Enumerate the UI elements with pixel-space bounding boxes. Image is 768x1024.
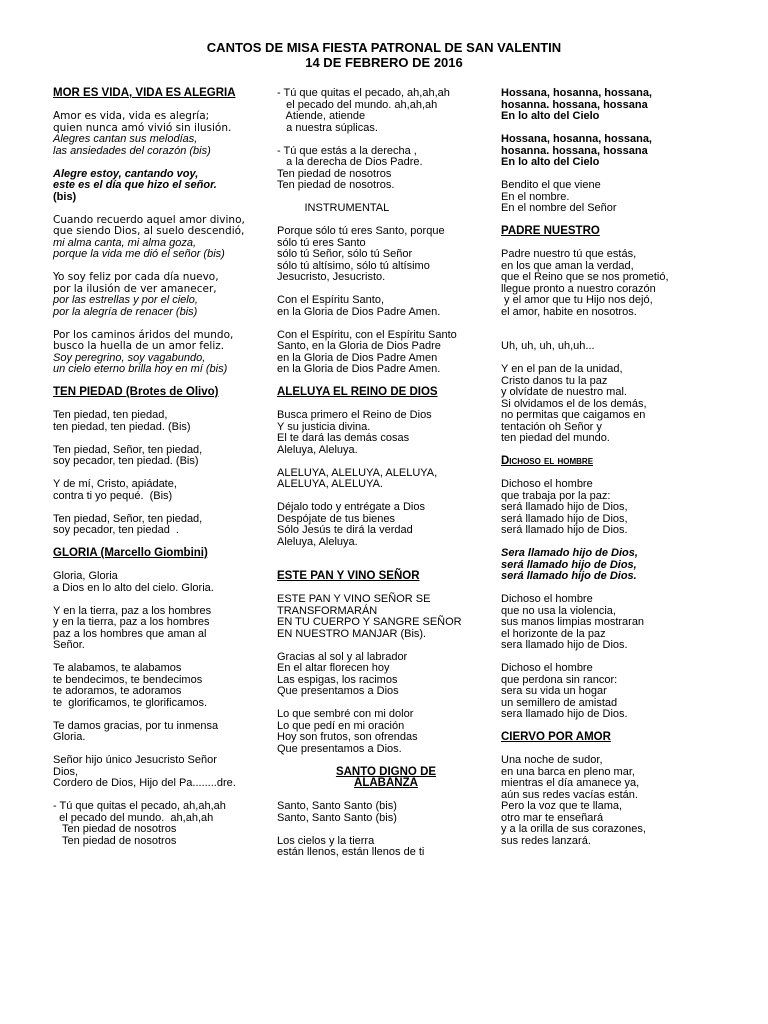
lyric-line: Atiende, atiende — [277, 110, 366, 122]
page-title — [0, 40, 768, 70]
song-column-2 — [277, 88, 495, 859]
lyric-line: a la derecha de Dios Padre. — [277, 156, 423, 168]
lyric-line: Soy peregrino, soy vagabundo, — [53, 351, 206, 364]
lyric-line: que perdona sin rancor: — [501, 673, 618, 686]
lyric-line: Sera llamado hijo de Dios, — [501, 547, 638, 559]
title-line-1: CANTOS DE MISA FIESTA PATRONAL DE SAN VALENTIN — [206, 40, 562, 55]
title-line-2: 14 DE FEBRERO DE 2016 — [305, 55, 463, 70]
lyric-line: sera llamado hijo de Dios. — [501, 708, 628, 720]
lyric-line: ten piedad, ten piedad. (Bis) — [53, 420, 191, 433]
lyric-line: ALELUYA, ALELUYA, ALELUYA, — [277, 466, 438, 479]
lyric-line: sus manos limpias mostraran — [501, 616, 645, 628]
lyric-line: Señor. — [53, 639, 85, 651]
lyric-line: Lo que pedí en mi oración — [277, 719, 405, 732]
lyric-line: En el nombre del Señor — [501, 202, 617, 214]
lyric-line: este es el día que hizo el señor. — [53, 179, 217, 191]
lyric-line: En el altar florecen hoy — [277, 662, 390, 674]
lyric-line: Dichoso el hombre — [501, 662, 593, 674]
lyric-line: Bendito el que viene — [501, 179, 601, 191]
lyric-line: te adoramos, te adoramos — [53, 685, 182, 697]
lyric-line: las ansiedades del corazón (bis) — [53, 144, 211, 157]
lyric-line: te bendecimos, te bendecimos — [53, 673, 203, 686]
lyric-line: están llenos, están llenos de ti — [277, 846, 425, 858]
lyric-line: hosanna. hossana, hossana — [501, 144, 648, 157]
lyric-line: Alegre estoy, cantando voy, — [53, 167, 199, 180]
song-title: PADRE NUESTRO — [501, 225, 600, 237]
lyric-line: INSTRUMENTAL — [277, 202, 390, 214]
lyric-line: - Tú que quitas el pecado, ah,ah,ah — [277, 87, 450, 99]
lyric-line: EN NUESTRO MANJAR (Bis). — [277, 627, 427, 640]
lyric-line: Porque sólo tú eres Santo, porque — [277, 225, 445, 237]
lyric-line: tentación oh Señor y — [501, 420, 602, 433]
spacer — [277, 318, 495, 330]
lyric-line: sera su vida un hogar — [501, 685, 607, 697]
lyric-line: Cuando recuerdo aquel amor divino, — [53, 213, 245, 226]
lyric-line: Señor hijo único Jesucristo Señor — [53, 754, 217, 766]
spacer — [53, 502, 269, 514]
lyric-line: contra ti yo pequé. (Bis) — [53, 489, 173, 502]
lyric-line: Gloria, Gloria — [53, 570, 118, 582]
lyric-line: TRANSFORMARÁN — [277, 604, 378, 617]
spacer — [277, 548, 495, 560]
lyric-line: porque la vida me dió el señor (bis) — [53, 248, 225, 260]
lyric-line: Ten piedad de nosotros — [53, 834, 177, 847]
lyric-line: Que presentamos a Dios. — [277, 742, 402, 755]
lyric-line: será llamado hijo de Dios. — [501, 524, 628, 536]
spacer — [277, 640, 495, 652]
song-title: GLORIA (Marcello Giombini) — [53, 547, 208, 559]
lyric-line: mientras el día amanece ya, — [501, 777, 640, 789]
spacer — [277, 134, 495, 146]
lyric-line: Déjalo todo y entrégate a Dios — [277, 501, 425, 513]
lyric-line: no permitas que caigamos en — [501, 409, 646, 421]
song-column-3 — [501, 88, 717, 847]
lyric-line: Sólo Jesús te dirá la verdad — [277, 524, 413, 536]
lyric-line: Ten piedad de nosotros. — [277, 179, 395, 191]
lyric-line: Te alabamos, te alabamos — [53, 662, 182, 674]
lyric-line: que no usa la violencia, — [501, 604, 616, 617]
lyric-line: Ten piedad de nosotros — [53, 823, 177, 835]
lyric-line: Una noche de sudor, — [501, 754, 603, 766]
lyric-line: Cristo danos tu la paz — [501, 374, 608, 387]
lyric-line: Lo que sembré con mi dolor — [277, 708, 414, 720]
song-title: SANTO DIGNO DE — [335, 765, 437, 778]
lyric-line: soy pecador, ten piedad. (Bis) — [53, 455, 199, 467]
lyric-line: ESTE PAN Y VINO SEÑOR SE — [277, 593, 431, 605]
lyric-line: sus redes lanzará. — [501, 834, 591, 847]
lyric-line: y en la tierra, paz a los hombres — [53, 616, 210, 628]
spacer — [53, 318, 269, 330]
spacer — [53, 203, 269, 215]
lyric-line: aún sus redes vacías están. — [501, 788, 638, 801]
lyric-line: será llamado hijo de Dios, — [501, 501, 628, 513]
lyric-line: Las espigas, los racimos — [277, 673, 398, 686]
lyric-line: Hossana, hosanna, hossana, — [501, 133, 652, 145]
lyric-line: hosanna. hossana, hossana — [501, 98, 648, 111]
lyric-line: busco la huella de un amor feliz. — [53, 340, 225, 352]
lyric-line: soy pecador, ten piedad . — [53, 524, 179, 536]
lyric-line: Jesucristo, Jesucristo. — [277, 271, 386, 283]
lyric-line: Y en la tierra, paz a los hombres — [53, 604, 212, 617]
lyric-line: mi alma canta, mi alma goza, — [53, 236, 197, 249]
spacer — [501, 318, 717, 330]
lyric-line: te glorificamos, te glorificamos. — [53, 696, 208, 709]
lyric-line: Padre nuestro tú que estás, — [501, 248, 637, 260]
lyric-line: ten piedad del mundo. — [501, 432, 610, 444]
lyric-line: Ten piedad, Señor, ten piedad, — [53, 443, 203, 456]
lyric-line: y a la orilla de sus corazones, — [501, 823, 646, 835]
lyric-line: sólo tú eres Santo — [277, 236, 366, 249]
lyric-line: sólo tú Señor, sólo tú Señor — [277, 248, 413, 260]
lyric-line: En el nombre. — [501, 190, 570, 203]
lyric-line: Con el Espíritu, con el Espíritu Santo — [277, 328, 457, 341]
lyric-line: que siendo Dios, al suelo descendió, — [53, 225, 245, 237]
lyric-line: EN TU CUERPO Y SANGRE SEÑOR — [277, 616, 462, 628]
spacer — [53, 709, 269, 721]
lyric-line: por la alegría de renacer (bis) — [53, 305, 198, 318]
lyric-line: El te dará las demás cosas — [277, 432, 410, 444]
lyric-line: llegue pronto a nuestro corazón — [501, 282, 656, 295]
song-column-1 — [53, 88, 269, 847]
lyric-line: y el amor que tu Hijo nos dejó, — [501, 294, 653, 306]
lyric-line: Si olvidamos el de los demás, — [501, 397, 647, 410]
spacer — [277, 755, 495, 767]
lyric-line: a nuestra súplicas. — [277, 121, 378, 134]
lyric-line: Uh, uh, uh, uh,uh... — [501, 340, 595, 352]
lyric-line: Ten piedad, Señor, ten piedad, — [53, 512, 203, 525]
song-title: Dichoso el hombre — [501, 455, 594, 467]
lyric-line: Y de mí, Cristo, apiádate, — [53, 478, 177, 490]
lyric-line: Aleluya, Aleluya. — [277, 443, 358, 456]
lyric-line: en la Gloria de Dios Padre Amen. — [277, 305, 441, 318]
lyric-line: Santo, Santo Santo (bis) — [277, 800, 397, 812]
song-title: MOR ES VIDA, VIDA ES ALEGRIA — [53, 87, 236, 99]
lyric-line: Santo, en la Gloria de Dios Padre — [277, 340, 441, 352]
lyric-line: Dios, — [53, 765, 79, 778]
lyric-line: un cielo eterno brilla hoy en mí (bis) — [53, 363, 228, 375]
lyric-line: En lo alto del Cielo — [501, 110, 600, 122]
song-title: CIERVO POR AMOR — [501, 731, 611, 743]
lyric-line: En lo alto del Cielo — [501, 156, 600, 168]
lyric-line: Pero la voz que te llama, — [501, 800, 623, 812]
lyric-line: Amor es vida, vida es alegría; — [53, 110, 210, 122]
lyric-line: que el Reino que se nos prometió, — [501, 271, 669, 283]
lyric-line: Y su justicia divina. — [277, 420, 371, 433]
lyric-line: Hoy son frutos, son ofrendas — [277, 731, 418, 743]
lyric-line: Te damos gracias, por tu inmensa — [53, 719, 219, 732]
lyric-line: Los cielos y la tierra — [277, 834, 375, 847]
lyric-line: por la ilusión de ver amanecer, — [53, 282, 217, 295]
lyric-line: en la Gloria de Dios Padre Amen. — [277, 363, 441, 375]
spacer — [53, 157, 269, 169]
lyric-line: - Tú que estás a la derecha , — [277, 144, 417, 157]
song-title: TEN PIEDAD (Brotes de Olivo) — [53, 386, 219, 398]
lyric-line: en la Gloria de Dios Padre Amen — [277, 351, 438, 364]
lyric-line: sólo tú altísimo, sólo tú altísimo — [277, 259, 430, 272]
lyric-line: que trabaja por la paz: — [501, 489, 611, 502]
lyric-line: Dichoso el hombre — [501, 478, 593, 490]
lyric-line: ALELUYA, ALELUYA. — [277, 478, 383, 490]
lyric-line: Dichoso el hombre — [501, 593, 593, 605]
lyric-line: sera llamado hijo de Dios. — [501, 639, 628, 651]
lyric-line: será llamado hijo de Dios, — [501, 512, 628, 525]
lyric-line: por las estrellas y por el cielo, — [53, 294, 198, 306]
lyric-line: Yo soy feliz por cada día nuevo, — [53, 271, 219, 283]
song-title: ESTE PAN Y VINO SEÑOR — [277, 570, 420, 582]
lyric-line: será llamado hijo de Dios, — [501, 558, 637, 571]
lyric-line: el amor, habite en nosotros. — [501, 305, 637, 318]
lyric-line: Que presentamos a Dios — [277, 685, 399, 697]
lyric-line: el pecado del mundo. ah,ah,ah — [277, 98, 438, 111]
spacer — [53, 594, 269, 606]
lyric-line: Santo, Santo Santo (bis) — [277, 811, 397, 824]
lyric-line: será llamado hijo de Dios. — [501, 570, 637, 582]
lyric-line: - Tú que quitas el pecado, ah,ah,ah — [53, 800, 226, 812]
lyric-line: Aleluya, Aleluya. — [277, 535, 358, 548]
lyric-line: otro mar te enseñará — [501, 811, 604, 824]
lyric-line: paz a los hombres que aman al — [53, 627, 207, 640]
lyric-line: Gracias al sol y al labrador — [277, 650, 408, 663]
lyric-line: Con el Espíritu Santo, — [277, 294, 385, 306]
lyric-line: Gloria. — [53, 731, 86, 743]
lyric-line: quien nunca amó vivió sin ilusión. — [53, 121, 232, 134]
spacer — [53, 433, 269, 445]
song-title: ALELUYA EL REINO DE DIOS — [277, 386, 438, 398]
lyric-line: (bis) — [53, 190, 77, 203]
lyric-line: Alegres cantan sus melodías, — [53, 133, 198, 145]
lyric-line: Busca primero el Reino de Dios — [277, 409, 432, 421]
lyric-line: Por los caminos áridos del mundo, — [53, 328, 234, 341]
lyric-line: Y en el pan de la unidad, — [501, 363, 623, 375]
lyric-line: un semillero de amistad — [501, 696, 618, 709]
lyric-line: en una barca en pleno mar, — [501, 765, 635, 778]
lyric-line: el horizonte de la paz — [501, 627, 606, 640]
spacer — [277, 824, 495, 836]
lyric-line: Ten piedad, ten piedad, — [53, 409, 168, 421]
song-title: ALABANZA — [354, 777, 418, 789]
spacer — [277, 456, 495, 468]
lyric-line: Hossana, hosanna, hossana, — [501, 87, 652, 99]
lyric-line: Despójate de tus bienes — [277, 512, 396, 525]
lyric-line: en los que aman la verdad, — [501, 259, 634, 272]
lyric-line: el pecado del mundo. ah,ah,ah — [53, 811, 214, 824]
lyric-line: y olvídate de nuestro mal. — [501, 386, 627, 398]
lyric-line: Cordero de Dios, Hijo del Pa........dre. — [53, 777, 236, 789]
lyric-line: Ten piedad de nosotros — [277, 167, 392, 180]
lyric-line: a Dios en lo alto del cielo. Gloria. — [53, 581, 214, 594]
